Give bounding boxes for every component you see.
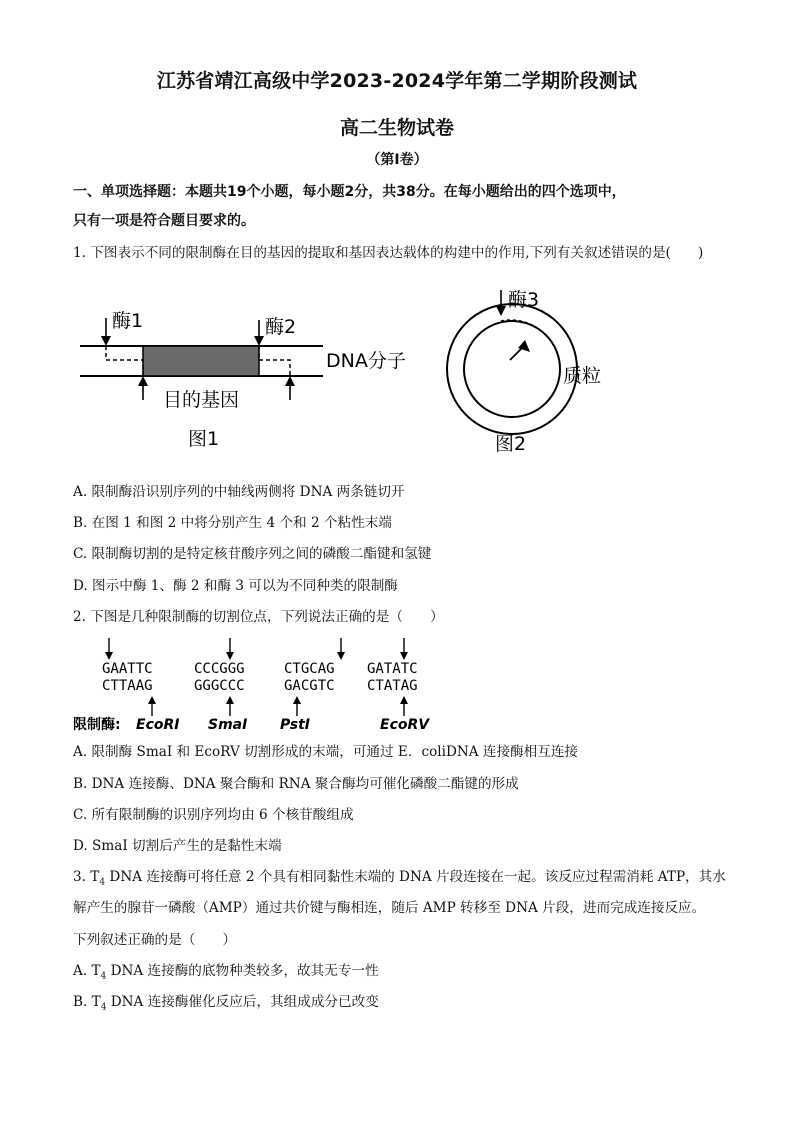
- seq-ecorv-bottom: CTATAG: [367, 678, 418, 694]
- enzyme-ecorv: EcoRⅤ: [380, 717, 430, 733]
- volume-label: （第Ⅰ卷）: [366, 152, 428, 168]
- q1-option-c: C. 限制酶切割的是特定核苷酸序列之间的磷酸二酯键和氢键: [73, 546, 432, 562]
- seq-ecori-top: GAATTC: [102, 661, 153, 677]
- q2-option-b: B. DNA 连接酶、DNA 聚合酶和 RNA 聚合酶均可催化磷酸二酯键的形成: [73, 776, 519, 792]
- q1-option-a: A. 限制酶沿识别序列的中轴线两侧将 DNA 两条链切开: [73, 484, 405, 500]
- label-enzyme3: 酶3: [508, 289, 540, 311]
- seq-smai-top: CCCGGG: [194, 661, 245, 677]
- q3-stem-line1: 3. $T_4$ DNA 连接酶可将任意 2 个具有相同黏性末端的 DNA 片段连接在一起。该反应过程需消耗 ATP，其水: [73, 869, 726, 888]
- q1-figure: [0, 280, 794, 460]
- seq-smai-bottom: GGGCCC: [194, 678, 245, 694]
- arrow-enzyme2-bottom: [285, 376, 295, 386]
- enzyme-ecori: EcoRⅠ: [136, 717, 180, 733]
- plasmid-outer: [447, 304, 577, 434]
- q1-option-b: B. 在图 1 和图 2 中将分别产生 4 个和 2 个粘性末端: [73, 515, 392, 531]
- label-enzyme2: 酶2: [265, 316, 297, 338]
- q2-option-c: C. 所有限制酶的识别序列均由 6 个核苷酸组成: [73, 807, 354, 823]
- q1-stem: 1. 下图表示不同的限制酶在目的基因的提取和基因表达载体的构建中的作用,下列有关叙述错误的是( ): [73, 245, 704, 261]
- q3-option-b: B. $T_4$ DNA 连接酶催化反应后，其组成成分已改变: [73, 994, 379, 1013]
- target-gene-block: [143, 346, 259, 376]
- enzyme-psti: PstⅠ: [280, 717, 310, 733]
- q2-stem: 2. 下图是几种限制酶的切割位点，下列说法正确的是（ ）: [73, 609, 444, 625]
- label-restriction-enzyme: 限制酶:: [73, 717, 121, 733]
- seq-ecori-bottom: CTTAAG: [102, 678, 153, 694]
- page-subtitle: 高二生物试卷: [339, 117, 454, 139]
- q1-option-d: D. 图示中酶 1、酶 2 和酶 3 可以为不同种类的限制酶: [73, 578, 398, 594]
- enzyme-smai: SmaⅠ: [208, 717, 248, 733]
- label-fig1: 图1: [188, 428, 220, 450]
- label-plasmid: 质粒: [563, 365, 602, 387]
- q2-option-d: D. SmaI 切割后产生的是黏性末端: [73, 838, 282, 854]
- label-fig2: 图2: [495, 433, 527, 455]
- q3-stem-line3: 下列叙述正确的是（ ）: [73, 932, 237, 948]
- seq-psti-top: CTGCAG: [284, 661, 335, 677]
- label-target-gene: 目的基因: [163, 389, 240, 411]
- q2-figure: [0, 632, 794, 734]
- label-dna: DNA分子: [326, 350, 406, 372]
- cut-line-enzyme2: [259, 346, 290, 376]
- q3-option-a: A. $T_4$ DNA 连接酶的底物种类较多，故其无专一性: [73, 963, 379, 982]
- label-enzyme1: 酶1: [112, 310, 144, 332]
- arrow-enzyme2: [254, 336, 264, 346]
- plasmid-inner: [464, 321, 560, 417]
- q3-stem-line2: 解产生的腺苷一磷酸（AMP）通过共价键与酶相连，随后 AMP 转移至 DNA 片段，进而完成连接反应。: [73, 900, 706, 916]
- cut-line-enzyme1: [106, 346, 143, 376]
- section-heading-line1: 一、单项选择题：本题共19个小题，每小题2分，共38分。在每小题给出的四个选项中，: [73, 184, 626, 200]
- q2-option-a: A. 限制酶 SmaI 和 EcoRV 切割形成的末端，可通过 E．coliDNA 连接酶相互连接: [73, 744, 579, 760]
- page-title: 江苏省靖江高级中学2023-2024学年第二学期阶段测试: [156, 70, 638, 92]
- arrow-enzyme1: [101, 336, 111, 346]
- section-heading-line2: 只有一项是符合题目要求的。: [73, 213, 255, 229]
- seq-ecorv-top: GATATC: [367, 661, 418, 677]
- seq-psti-bottom: GACGTC: [284, 678, 335, 694]
- arrow-enzyme3: [496, 306, 506, 316]
- arrow-enzyme1-bottom: [138, 376, 148, 386]
